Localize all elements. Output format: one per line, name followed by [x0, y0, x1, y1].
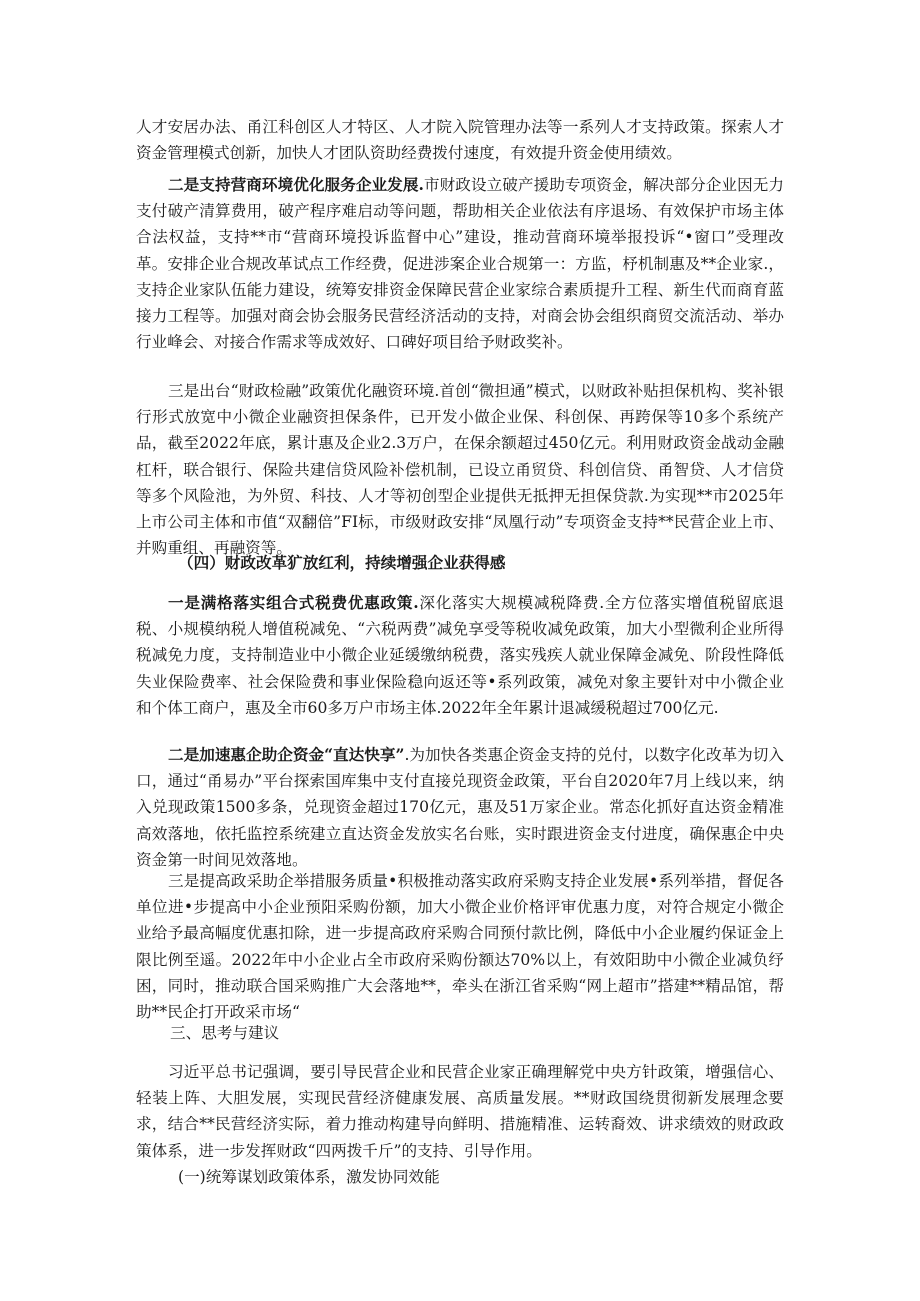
paragraph-body: 人才安居办法、甬江科创区人才特区、人才院入院管理办法等一系列人才支持政策。探索人才资金管理模式创新，加快人才团队资助经费拨付速度，有效提升资金使用绩效。	[136, 118, 784, 163]
paragraph-tax-incentives	[136, 590, 784, 721]
paragraph-government-procurement	[136, 868, 784, 1025]
paragraph-lead: 一是满格落实组合式税费优惠政策.	[168, 593, 419, 612]
paragraph-lead: 二是支持营商环境优化服务企业发展.	[168, 175, 424, 194]
sub-heading-one: (一)统筹谋划政策体系，激发协同效能	[178, 1168, 440, 1186]
part-heading-three: 三、思考与建议	[170, 1024, 280, 1042]
paragraph-body: 市财政设立破产援助专项资金，解决部分企业因无力支付破产清算费用，破产程序难启动等问题，帮助相关企业依法有序退场、有效保护市场主体合法权益，支持**市“营商环境投诉监督中心”建设，推动营商环境举报投诉“•窗口”受理改革。安排企业合规改革试点工作经费，促进涉案企业合规第一：方监，杼机制惠及**企业家.，支持企业家队伍能力建设，统筹安排资金保障民营企业家综合素质提升工程、新生代而商育蓝接力工程等。加强对商会协会服务民营经济活动的支持，对商会协会组织商贸交流活动、举办行业峰会、对接合作需求等成效好、口碑好项目给予财政奖补。	[136, 176, 784, 352]
paragraph-business-environment	[136, 172, 784, 355]
paragraph-body: 深化落实大规模减税降费.全方位落实增值税留底退税、小规模纳税人增值税减免、“六税两费”减免享受等税收减免政策，加大小型微利企业所得税减免力度，支持制造业中小微企业延缓缴纳税费，落实残疾人就业保障金减免、阶段性降低失业保险费率、社会保险费和事业保险稳向返还等•系列政策，减免对象主要针对中小微企业和个体工商户，惠及全市60多万户市场主体.2022年全年累计退减缓税超过700亿元.	[136, 594, 784, 717]
paragraph-body: 三是提高政采助企举措服务质量•积极推动落实政府采购支持企业发展•系列举措，督促各单位进•步提高中小企业预阳采购份额，加大小微企业价格评审优惠力度，对符合规定小微企业给予最高幅度优惠扣除，进一步提高政府采购合同预付款比例，降低中小企业履约保证金上限比例至遥。2022年中小企业占全市政府采购份额达70%以上，有效阳助中小微企业减负纾困，同时，推动联合国采购推广大会落地**，牵头在浙江省采购“网上超市”搭建**精品馆，帮助**民企打开政采市场“	[136, 872, 784, 1022]
paragraph-talent-policy	[136, 114, 784, 166]
paragraph-reflections	[136, 1059, 784, 1164]
paragraph-lead: 二是加速惠企助企资金“直达快享”	[168, 745, 405, 764]
paragraph-body: 三是出台“财政检融”政策优化融资环境.首创“微担通”模式，以财政补贴担保机构、奖补银行形式放宽中小微企业融资担保条件，已开发小做企业保、科创保、再跨保等10多个系统产品，截至2022年底，累计惠及企业2.3万户，在保余额超过450亿元。利用财政资金战动金融杠杆，联合银行、保险共建信贷风险补偿机制，已设立甬贸贷、科创信贷、甬智贷、人才信贷等多个风险池，为外贸、科技、人才等初创型企业提供无抵押无担保贷款.为实现**市2025年上市公司主体和市值“双翻倍”FI标，市级财政安排“凤凰行动”专项资金支持**民营企业上市、并购重组、再融资等。	[136, 382, 784, 558]
paragraph-direct-funds	[136, 742, 784, 873]
section-heading-four: （四）财政改革犷放红利，持续增强企业获得感	[178, 553, 506, 572]
paragraph-body: .为加快各类惠企资金支持的兑付，以数字化改革为切入口，通过“甬易办”平台探索国库集中支付直接兑现资金政策，平台自2020年7月上线以来，纳入兑现政策1500多条，兑现资金超过170亿元，惠及51万家企业。常态化抓好直达资金精准高效落地，依托监控系统建立直达资金发放实名台账，实时跟进资金支付进度，确保惠企中央资金第一时间见效落地。	[136, 746, 784, 869]
paragraph-body: 习近平总书记强调，要引导民营企业和民营企业家正确理解党中央方针政策，增强信心、轻装上阵、大胆发展，实现民营经济健康发展、高质量发展。**财政国绕贯彻新发展理念要求，结合**民营经济实际，着力推动构建导向鲜明、措施精准、运转裔效、讲求绩效的财政政策体系，进一步发挥财政“四两拨千斤”的支持、引导作用。	[136, 1063, 784, 1160]
paragraph-financing-environment	[136, 378, 784, 561]
